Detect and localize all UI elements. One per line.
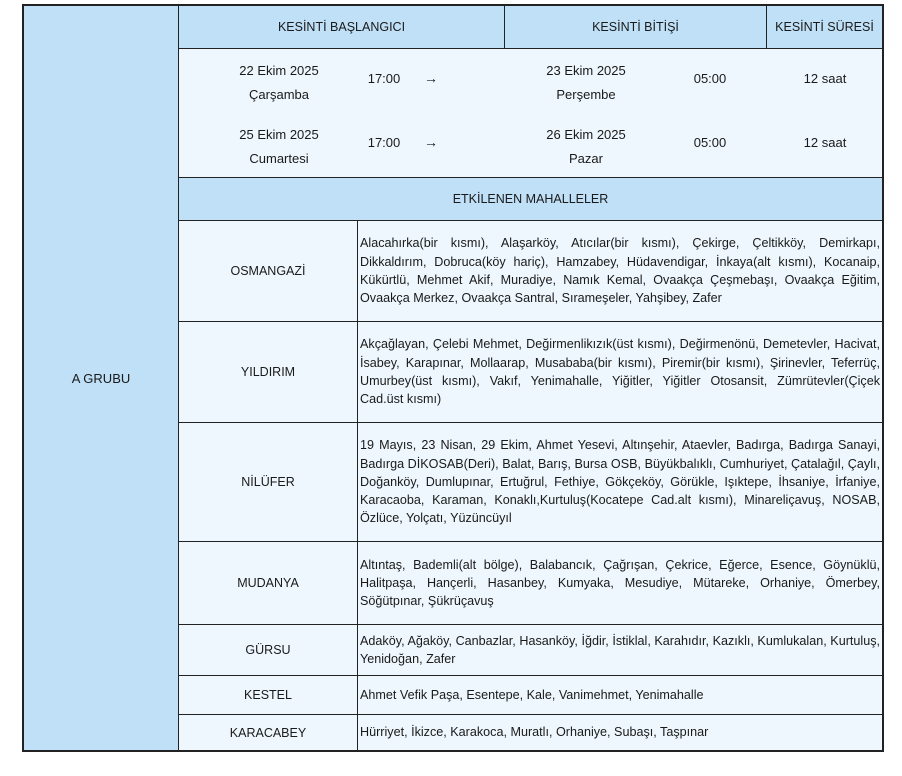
outage-table	[22, 4, 884, 752]
start-date: 25 Ekim 2025	[239, 127, 319, 142]
outage-row	[179, 113, 882, 173]
start-day: Çarşamba	[249, 87, 309, 102]
start-date-cell	[209, 59, 349, 107]
district-row-gursu	[179, 625, 882, 676]
header-end: KESİNTİ BİTİŞİ	[505, 6, 767, 49]
end-date-cell	[519, 123, 653, 171]
end-date-cell	[519, 59, 653, 107]
neighborhood-list	[360, 423, 880, 541]
end-date: 26 Ekim 2025	[546, 127, 626, 142]
district-row-mudanya	[179, 542, 882, 625]
start-time: 17:00	[367, 71, 401, 86]
district-row-nilufer	[179, 423, 882, 542]
district-row-karacabey	[179, 715, 882, 750]
group-cell	[24, 6, 179, 750]
outage-times	[179, 49, 882, 178]
district-name: NİLÜFER	[179, 423, 358, 541]
arrow-right-icon: →	[424, 134, 438, 150]
neighborhood-text: Adaköy, Ağaköy, Canbazlar, Hasanköy, İğdir, İstiklal, Karahıdır, Kazıklı, Kumlukalan, Kurtuluş, Yenidoğan, Zafer	[360, 633, 880, 666]
end-day: Perşembe	[556, 87, 616, 102]
district-row-osmangazi	[179, 221, 882, 322]
outage-row	[179, 49, 882, 109]
neighborhood-list	[360, 542, 880, 624]
end-time: 05:00	[693, 135, 727, 150]
district-name: KARACABEY	[179, 715, 358, 750]
district-name: KESTEL	[179, 676, 358, 714]
district-row-yildirim	[179, 322, 882, 423]
district-name: YILDIRIM	[179, 322, 358, 422]
arrow-right-icon: →	[424, 70, 438, 86]
start-date-cell	[209, 123, 349, 171]
header-duration: KESİNTİ SÜRESİ	[767, 6, 882, 49]
group-label: A GRUBU	[71, 370, 131, 386]
district-name: OSMANGAZİ	[179, 221, 358, 321]
header-start: KESİNTİ BAŞLANGICI	[179, 6, 505, 49]
outage-details	[179, 6, 882, 750]
neighborhood-text: Alacahırka(bir kısmı), Alaşarköy, Atıcılar(bir kısmı), Çekirge, Çeltikköy, Demirkapı, Dikkaldırım, Dobruca(köy hariç), Hamzabey, Hüdavendigar, İnkaya(alt kısmı), Kocanaip, Kükürtlü, Mehmet Akif, Muradiye, Namık Kemal, Ovaakça Çeşmebaşı, Ovaakça Eğitim, Ovaakça Merkez, Ovaakça Santral, Sırameşeler, Yahşibey, Zafer	[360, 236, 880, 306]
end-time: 05:00	[693, 71, 727, 86]
end-date: 23 Ekim 2025	[546, 63, 626, 78]
district-name: GÜRSU	[179, 625, 358, 675]
neighborhood-text: Ahmet Vefik Paşa, Esentepe, Kale, Vanimehmet, Yenimahalle	[360, 687, 704, 702]
neighborhood-text: 19 Mayıs, 23 Nisan, 29 Ekim, Ahmet Yesevi, Altınşehir, Ataevler, Badırga, Badırga Sanayi, Badırga DİKOSAB(Deri), Balat, Barış, Bursa OSB, Büyükbalıklı, Cumhuriyet, Çatalağıl, Çaylı, Doğanköy, Dumlupınar, Ertuğrul, Fethiye, Gökçeköy, Görükle, Işıktepe, İhsaniye, İrfaniye, Karacaoba, Karaman, Konaklı,Kurtuluş(Kocatepe Cad.alt kısmı), Minareliçavuş, NOSAB, Özlüce, Yolçatı, Yüzüncüyıl	[360, 438, 880, 526]
start-time: 17:00	[367, 135, 401, 150]
neighborhood-text: Altıntaş, Bademli(alt bölge), Balabancık, Çağrışan, Çekrice, Eğerce, Esence, Göynüklü, Halitpaşa, Hançerli, Hasanbey, Kumyaka, Mesudiye, Mütareke, Orhaniye, Ömerbey, Söğütpınar, Şükrüçavuş	[360, 557, 880, 609]
end-day: Pazar	[569, 151, 603, 166]
affected-neighborhoods-header: ETKİLENEN MAHALLELER	[179, 178, 882, 221]
neighborhood-list	[360, 322, 880, 422]
start-date: 22 Ekim 2025	[239, 63, 319, 78]
neighborhood-list	[360, 221, 880, 321]
duration: 12 saat	[803, 135, 847, 150]
district-name: MUDANYA	[179, 542, 358, 624]
neighborhood-text: Akçağlayan, Çelebi Mehmet, Değirmenlikızık(üst kısmı), Değirmenönü, Demetevler, Hacivat, İsabey, Karapınar, Mollaarap, Musababa(bir kısmı), Piremir(bir kısmı), Şirinevler, Teferrüç, Umurbey(üst kısmı), Vakıf, Yenimahalle, Yiğitler, Yiğitler Otosansit, Zümrütevler(Çiçek Cad.üst kısmı)	[360, 337, 880, 407]
start-day: Cumartesi	[249, 151, 309, 166]
neighborhood-list	[360, 625, 880, 675]
neighborhood-text: Hürriyet, İkizce, Karakoca, Muratlı, Orhaniye, Subaşı, Taşpınar	[360, 725, 709, 740]
district-row-kestel	[179, 676, 882, 715]
neighborhood-list	[360, 715, 880, 750]
duration: 12 saat	[803, 71, 847, 86]
neighborhood-list	[360, 676, 880, 714]
